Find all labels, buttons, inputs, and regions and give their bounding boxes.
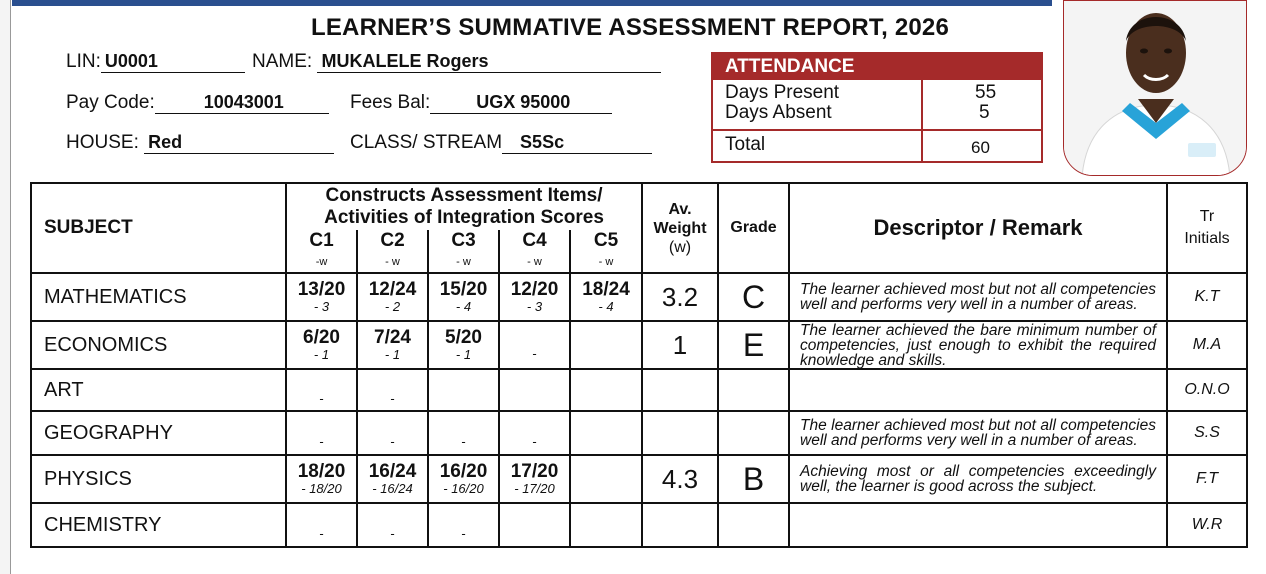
- days-absent-value: 5: [979, 102, 990, 123]
- teacher-initials-header: [1167, 183, 1247, 273]
- c2-weight-label: - w: [385, 256, 400, 268]
- attendance-box: [711, 52, 1043, 163]
- construct-score: 5/20: [445, 327, 482, 348]
- construct-score-cell: [499, 369, 570, 411]
- construct-score-cell: [428, 503, 499, 547]
- av-header-line-2: Weight: [653, 219, 707, 237]
- subject-name: ECONOMICS: [31, 321, 286, 369]
- report-title: LEARNER’S SUMMATIVE ASSESSMENT REPORT, 2026: [310, 14, 950, 41]
- subject-name: ART: [31, 369, 286, 411]
- c3-weight-label: - w: [456, 256, 471, 268]
- table-row: [31, 455, 1247, 503]
- average-weight: 4.3: [642, 455, 718, 503]
- grade-letter: E: [718, 321, 789, 369]
- c4-label: C4: [522, 230, 547, 251]
- descriptor-remark: The learner achieved the bare minimum number of competencies, just enough to exhibit the required knowledge and skills.: [789, 321, 1167, 369]
- construct-score: 18/24: [582, 279, 630, 300]
- fees-field: [350, 91, 612, 114]
- table-row: [31, 503, 1247, 547]
- learner-photo-image: [1064, 1, 1247, 176]
- teacher-initials: O.N.O: [1167, 369, 1247, 411]
- construct-weight: -: [390, 526, 395, 541]
- construct-weight: - 16/24: [372, 481, 413, 496]
- class-value: S5Sc: [502, 131, 652, 154]
- construct-score-cell: [428, 273, 499, 321]
- grade-letter: [718, 503, 789, 547]
- grade-letter: C: [718, 273, 789, 321]
- construct-score-cell: [428, 411, 499, 455]
- days-present-label: Days Present: [725, 82, 840, 103]
- construct-weight: - 4: [598, 299, 614, 314]
- construct-score-cell: [499, 503, 570, 547]
- construct-weight: - 3: [313, 299, 330, 314]
- house-label: HOUSE:: [66, 132, 139, 153]
- grade-letter: [718, 411, 789, 455]
- tr-header-line-1: Tr: [1199, 208, 1215, 225]
- construct-weight: - 1: [455, 347, 472, 362]
- subject-name: GEOGRAPHY: [31, 411, 286, 455]
- c5-label: C5: [593, 230, 619, 251]
- construct-weight: - 1: [384, 347, 401, 362]
- construct-weight: - 16/20: [443, 481, 484, 496]
- table-row: [31, 273, 1247, 321]
- average-weight: [642, 503, 718, 547]
- subject-name: CHEMISTRY: [31, 503, 286, 547]
- construct-score-cell: [286, 411, 357, 455]
- header-accent-bar: [12, 0, 1052, 6]
- page-left-border: [0, 0, 11, 574]
- total-label: Total: [725, 134, 766, 155]
- days-present-value: 55: [975, 82, 997, 103]
- constructs-header-line-1: Constructs Assessment Items/: [325, 185, 603, 206]
- construct-score: 12/24: [368, 279, 417, 300]
- construct-score-cell: [499, 455, 570, 503]
- name-field: [252, 50, 661, 73]
- construct-score: 16/20: [439, 461, 488, 482]
- construct-score-cell: [570, 503, 642, 547]
- pay-code-field: [66, 91, 329, 114]
- c3-label: C3: [451, 230, 476, 251]
- average-weight: [642, 369, 718, 411]
- construct-weight: - 3: [526, 299, 543, 314]
- learner-photo: [1063, 0, 1247, 176]
- construct-score-cell: [499, 321, 570, 369]
- descriptor-remark: The learner achieved most but not all competencies well and performs very well in a number of areas.: [789, 273, 1167, 321]
- construct-score-cell: [570, 455, 642, 503]
- construct-weight: - 4: [455, 299, 472, 314]
- average-weight-header: [642, 183, 718, 273]
- fees-value: UGX 95000: [430, 91, 612, 114]
- class-field: [350, 131, 652, 154]
- descriptor-remark: The learner achieved most but not all competencies well and performs very well in a number of areas.: [789, 411, 1167, 455]
- construct-score: 6/20: [303, 327, 340, 348]
- descriptor-header: Descriptor / Remark: [789, 183, 1167, 273]
- construct-weight: -: [319, 391, 324, 406]
- construct-score-cell: [428, 369, 499, 411]
- descriptor-remark: [789, 503, 1167, 547]
- construct-weight: -: [390, 434, 395, 449]
- construct-score: 16/24: [368, 461, 417, 482]
- grade-letter: [718, 369, 789, 411]
- construct-c4-header: [499, 230, 570, 273]
- construct-score: 18/20: [297, 461, 346, 482]
- construct-weight: - 17/20: [514, 481, 555, 496]
- construct-weight: -: [319, 526, 324, 541]
- name-label: NAME:: [252, 51, 313, 72]
- table-row: [31, 411, 1247, 455]
- construct-score-cell: [499, 411, 570, 455]
- construct-score-cell: [357, 411, 428, 455]
- construct-score: 15/20: [439, 279, 488, 300]
- construct-score-cell: [357, 273, 428, 321]
- c2-label: C2: [380, 230, 405, 251]
- construct-score: 17/20: [510, 461, 559, 482]
- construct-weight: - 18/20: [301, 481, 342, 496]
- teacher-initials: W.R: [1167, 503, 1247, 547]
- construct-weight: -: [319, 434, 324, 449]
- average-weight: 3.2: [642, 273, 718, 321]
- av-header-line-1: Av.: [668, 200, 692, 218]
- construct-score-cell: [286, 369, 357, 411]
- construct-score-cell: [570, 411, 642, 455]
- pay-code-value: 10043001: [155, 91, 329, 114]
- average-weight: [642, 411, 718, 455]
- construct-weight: -: [532, 434, 537, 449]
- total-value: 60: [971, 138, 990, 157]
- construct-weight: -: [532, 346, 537, 361]
- grade-letter: B: [718, 455, 789, 503]
- construct-score-cell: [286, 273, 357, 321]
- construct-score-cell: [286, 321, 357, 369]
- construct-score-cell: [357, 321, 428, 369]
- constructs-header-line-2: Activities of Integration Scores: [324, 207, 604, 228]
- construct-score: 7/24: [374, 327, 411, 348]
- construct-score-cell: [428, 455, 499, 503]
- construct-score: 12/20: [510, 279, 559, 300]
- teacher-initials: M.A: [1167, 321, 1247, 369]
- pay-code-label: Pay Code:: [66, 92, 155, 113]
- construct-c5-header: [570, 230, 642, 273]
- teacher-initials: S.S: [1167, 411, 1247, 455]
- fees-label: Fees Bal:: [350, 92, 431, 113]
- construct-c3-header: [428, 230, 499, 273]
- lin-label: LIN:: [66, 51, 101, 72]
- construct-score-cell: [570, 321, 642, 369]
- tr-header-line-2: Initials: [1184, 230, 1230, 247]
- c5-weight-label: - w: [598, 256, 614, 268]
- name-value: MUKALELE Rogers: [317, 50, 661, 73]
- construct-score-cell: [570, 273, 642, 321]
- construct-score-cell: [499, 273, 570, 321]
- construct-weight: -: [461, 526, 466, 541]
- attendance-title: ATTENDANCE: [713, 54, 1041, 80]
- teacher-initials: F.T: [1167, 455, 1247, 503]
- av-header-line-3: (w): [668, 238, 692, 256]
- house-field: [66, 131, 334, 154]
- house-value: Red: [144, 131, 334, 154]
- construct-weight: -: [461, 434, 466, 449]
- construct-score-cell: [286, 455, 357, 503]
- subject-name: MATHEMATICS: [31, 273, 286, 321]
- assessment-table: [30, 182, 1248, 548]
- construct-score-cell: [357, 503, 428, 547]
- construct-c1-header: [286, 230, 357, 273]
- construct-c2-header: [357, 230, 428, 273]
- construct-weight: - 1: [313, 347, 330, 362]
- table-row: [31, 321, 1247, 369]
- average-weight: 1: [642, 321, 718, 369]
- construct-weight: -: [390, 391, 395, 406]
- constructs-header: [286, 183, 642, 230]
- construct-score-cell: [570, 369, 642, 411]
- days-absent-label: Days Absent: [725, 102, 832, 123]
- construct-score: 13/20: [297, 279, 346, 300]
- descriptor-remark: [789, 369, 1167, 411]
- construct-score-cell: [357, 369, 428, 411]
- construct-score-cell: [357, 455, 428, 503]
- construct-weight: - 2: [384, 299, 401, 314]
- subject-name: PHYSICS: [31, 455, 286, 503]
- lin-field: [66, 50, 245, 73]
- c1-weight-label: -w: [315, 256, 328, 268]
- grade-header: Grade: [718, 183, 789, 273]
- construct-score-cell: [286, 503, 357, 547]
- teacher-initials: K.T: [1167, 273, 1247, 321]
- construct-score-cell: [428, 321, 499, 369]
- class-label: CLASS/ STREAM: [350, 132, 503, 153]
- descriptor-remark: Achieving most or all competencies exceedingly well, the learner is good across the subject.: [789, 455, 1167, 503]
- lin-value: U0001: [101, 50, 245, 73]
- subject-header: SUBJECT: [31, 183, 286, 273]
- c4-weight-label: - w: [527, 256, 542, 268]
- table-row: [31, 369, 1247, 411]
- c1-label: C1: [309, 230, 334, 251]
